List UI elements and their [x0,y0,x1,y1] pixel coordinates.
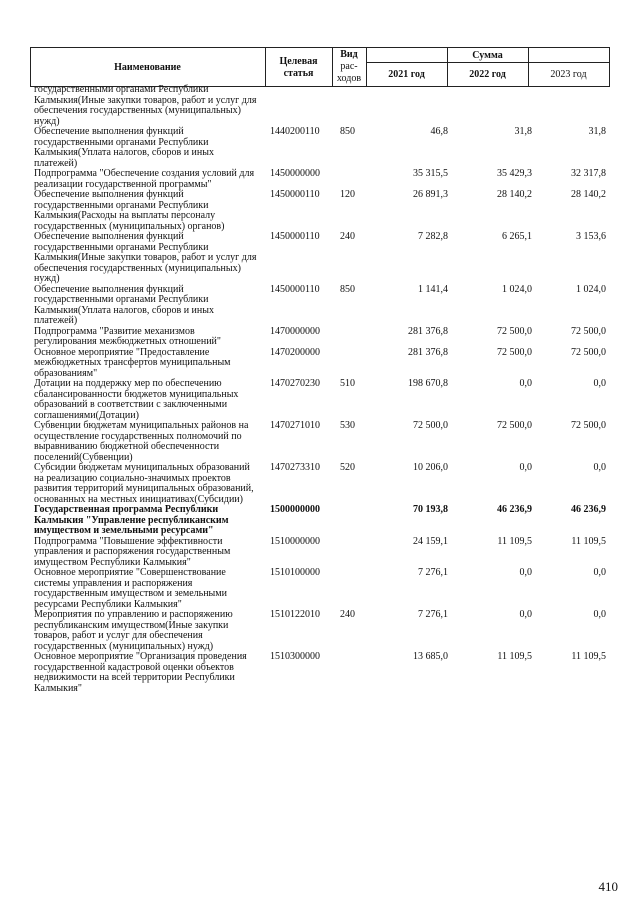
row-amount-2021: 46,8 [430,126,448,137]
row-name: Подпрограмма "Обеспечение создания условий для реализации государственной программы" [34,168,255,190]
row-amount-2022: 72 500,0 [497,346,532,358]
row-target-code: 1470000000 [270,325,320,337]
row-expense-kind: 530 [340,420,355,431]
row-amount-2023: 1 024,0 [576,283,606,295]
row-amount-2021: 1 141,4 [418,283,448,295]
row-expense-kind: 510 [340,378,355,389]
header-border [609,48,610,86]
row-amount-2023: 32 317,8 [571,168,606,179]
row-amount-2022: 0,0 [519,378,532,389]
row-expense-kind: 240 [340,231,355,242]
table-row [34,127,610,169]
row-amount-2021: 70 193,8 [413,504,448,515]
row-name: Основное мероприятие "Предоставление межбюджетных трансфертов муниципальным образованиям" [34,346,231,379]
row-amount-2022: 35 429,3 [497,168,532,179]
row-amount-2021: 198 670,8 [408,378,448,389]
table-row [34,537,610,569]
row-name: Дотации на поддержку мер по обеспечению сбалансированности бюджетов муниципальных образований в соответствии с заключенными соглашениями(Дотации) [34,378,239,421]
row-amount-2023: 0,0 [593,567,606,578]
row-amount-2023: 0,0 [593,609,606,620]
row-expense-kind: 520 [340,462,355,473]
row-expense-kind: 120 [340,189,355,200]
row-amount-2022: 1 024,0 [502,283,532,295]
row-amount-2022: 28 140,2 [497,189,532,200]
row-expense-kind: 850 [340,126,355,137]
row-amount-2022: 11 109,5 [497,535,532,547]
row-name: Субсидии бюджетам муниципальных образований на реализацию социально-значимых проектов развития территорий муниципальных образований, основанных на местных инициативах(Субсидии) [34,462,254,505]
row-target-code: 1450000110 [270,283,320,295]
row-amount-2023: 28 140,2 [571,189,606,200]
row-amount-2023: 0,0 [593,462,606,473]
row-target-code: 1450000110 [270,189,320,200]
row-name: Обеспечение выполнения функций государственными органами Республики Калмыкия(Расходы на выплаты персоналу государственных (муниципальных) органов) [34,189,225,232]
row-amount-2022: 11 109,5 [497,651,532,662]
row-target-code: 1440200110 [270,126,320,137]
row-target-code: 1510122010 [270,609,320,620]
page-number: 410 [598,879,618,894]
table-row [34,327,610,348]
row-target-code: 1500000000 [270,504,320,515]
row-amount-2021: 35 315,5 [413,168,448,179]
table-row [34,463,610,505]
row-name: Государственная программа Республики Калмыкия "Управление республиканским имуществом и земельными ресурсами" [34,504,229,536]
row-amount-2022: 72 500,0 [497,420,532,431]
row-target-code: 1510000000 [270,535,320,547]
header-kind-line1: Вид [340,49,358,60]
table-row [34,652,610,694]
header-year-2022: 2022 год [469,69,506,80]
row-amount-2021: 13 685,0 [413,651,448,662]
header-sum: Сумма [472,50,503,61]
row-amount-2021: 24 159,1 [413,535,448,547]
row-target-code: 1470273310 [270,462,320,473]
row-amount-2021: 72 500,0 [413,420,448,431]
row-amount-2023: 3 153,6 [576,231,606,242]
table-row [34,169,610,190]
header-target-line2: статья [283,68,314,79]
row-name: Основное мероприятие "Организация проведения государственной кадастровой оценки объектов недвижимости на всей территории Республики Калмыкия" [34,651,247,694]
row-name: Обеспечение выполнения функций государственными органами Республики Калмыкия(Уплата налогов, сборов и иных платежей) [34,283,214,326]
row-amount-2023: 11 109,5 [571,651,606,662]
row-amount-2022: 46 236,9 [497,504,532,515]
row-amount-2022: 72 500,0 [497,325,532,337]
row-amount-2023: 72 500,0 [571,346,606,358]
table-row [34,232,610,285]
table-row [34,505,610,537]
row-name: Подпрограмма "Развитие механизмов регулирования межбюджетных отношений" [34,325,221,347]
row-amount-2022: 0,0 [519,567,532,578]
row-amount-2021: 281 376,8 [408,346,448,358]
table-row [34,285,610,327]
table-header [30,47,610,87]
row-amount-2023: 31,8 [588,126,606,137]
header-year-2021: 2021 год [388,69,425,80]
table-row [34,421,610,463]
row-amount-2022: 0,0 [519,462,532,473]
table-row [34,379,610,421]
table-row [34,85,610,127]
header-sum-divider [366,62,609,63]
row-amount-2023: 46 236,9 [571,504,606,515]
row-amount-2022: 0,0 [519,609,532,620]
row-name: государственными органами Республики Калмыкия(Иные закупки товаров, работ и услуг для обеспечения государственных (муниципальных) нужд) [34,84,257,127]
header-divider [265,48,266,86]
row-target-code: 1510100000 [270,567,320,578]
row-amount-2022: 6 265,1 [502,231,532,242]
row-target-code: 1510300000 [270,651,320,662]
row-amount-2021: 7 282,8 [418,231,448,242]
row-amount-2023: 0,0 [593,378,606,389]
header-name: Наименование [114,62,181,73]
row-name: Субвенции бюджетам муниципальных районов на осуществление государственных полномочий по выравниванию бюджетной обеспеченности поселений(Субвенции) [34,420,249,463]
table-row [34,568,610,610]
row-name: Обеспечение выполнения функций государственными органами Республики Калмыкия(Уплата налогов, сборов и иных платежей) [34,126,214,169]
row-amount-2023: 11 109,5 [571,535,606,547]
header-kind-line3: ходов [336,73,362,84]
row-expense-kind: 240 [340,609,355,620]
row-amount-2022: 31,8 [514,126,532,137]
header-kind-line2: рас- [340,61,358,72]
row-name: Мероприятия по управлению и распоряжению республиканским имуществом(Иные закупки товаров, работ и услуг для обеспечения государственных (муниципальных) нужд) [34,609,233,652]
row-target-code: 1470271010 [270,420,320,431]
row-name: Обеспечение выполнения функций государственными органами Республики Калмыкия(Иные закупки товаров, работ и услуг для обеспечения государственных (муниципальных) нужд) [34,231,257,284]
table-row [34,190,610,232]
table-body [34,85,610,694]
row-target-code: 1450000000 [270,168,320,179]
row-amount-2021: 26 891,3 [413,189,448,200]
row-amount-2023: 72 500,0 [571,325,606,337]
row-target-code: 1450000110 [270,231,320,242]
row-amount-2023: 72 500,0 [571,420,606,431]
row-target-code: 1470270230 [270,378,320,389]
table-row [34,348,610,380]
row-target-code: 1470200000 [270,346,320,358]
row-amount-2021: 7 276,1 [418,567,448,578]
table-row [34,610,610,652]
row-amount-2021: 281 376,8 [408,325,448,337]
header-target-line1: Целевая [279,56,318,67]
header-year-2023: 2023 год [550,69,587,80]
row-expense-kind: 850 [340,283,355,295]
row-name: Подпрограмма "Повышение эффективности управления и распоряжения государственным имуществом Республики Калмыкия" [34,535,231,568]
row-name: Основное мероприятие "Совершенствование системы управления и распоряжения государственным имуществом и земельными ресурсами Республики Калмыкия" [34,567,227,610]
row-amount-2021: 10 206,0 [413,462,448,473]
row-amount-2021: 7 276,1 [418,609,448,620]
